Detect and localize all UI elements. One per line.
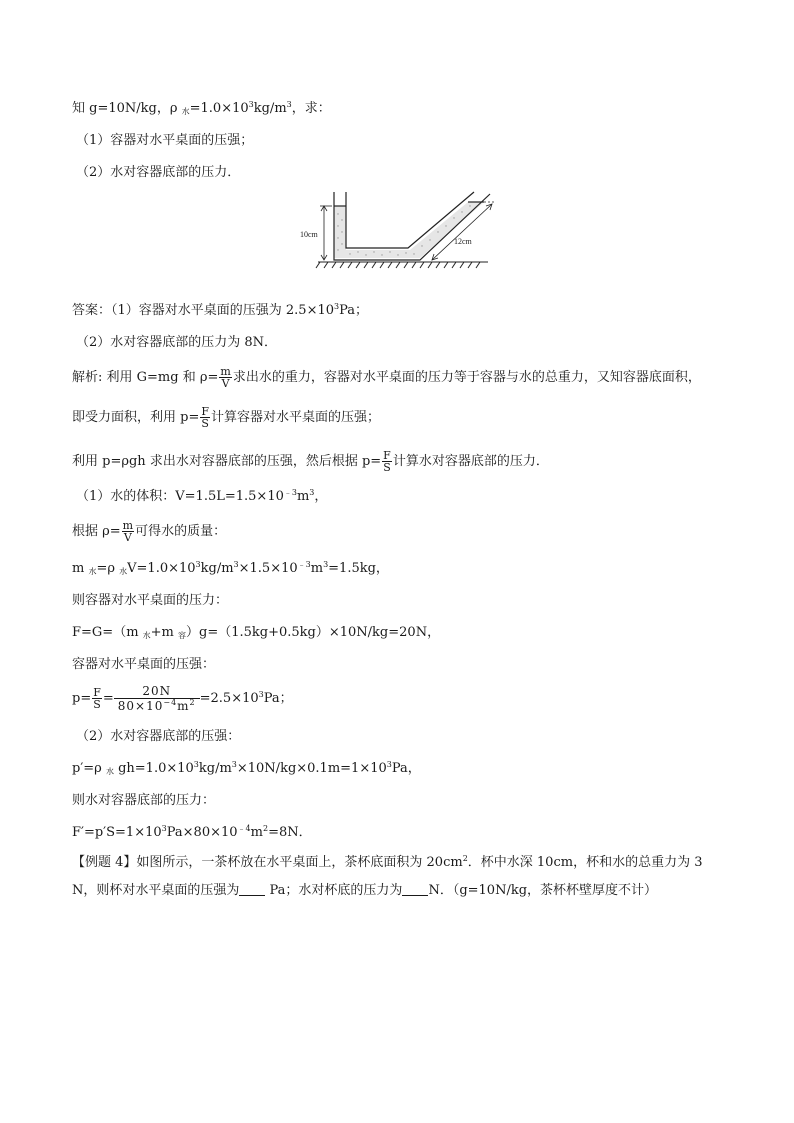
container-figure [298,188,502,288]
fraction-pressure-value: $\frac{20N}{80\times 10^{-4}m^2}$ [114,684,200,713]
question-2: （2）水对容器底部的压力． [76,165,241,180]
step-water-force-calc: $F'=p'S=1\times 10^3Pa\times 80\times 10^{﹣4}m^2=8N$． [72,824,312,840]
example-4-line-2: N，则杯对水平桌面的压强为 Pa；水对杯底的压力为 N．（g=10N/kg，茶杯杯壁厚度不计） [72,883,658,898]
analysis-line-2: 即受力面积，利用 p= $\frac{F}{S}$ 计算容器对水平桌面的压强； [72,405,381,430]
fraction-f-over-s: $\frac{F}{S}$ [201,405,209,430]
step-force-calc: F=G=（m $_水$+m $_容$）g=（1.5kg+0.5kg）×10N/kg=20N， [72,625,441,640]
question-1: （1）容器对水平桌面的压强； [76,133,254,148]
analysis-line-3: 利用 p=ρgh 求出水对容器底部的压强，然后根据 p= $\frac{F}{S}$ 计算水对容器底部的压力． [72,449,549,474]
answer-blank-pressure[interactable] [239,883,265,896]
answer-1: 答案：（1）容器对水平桌面的压强为 $2.5\times 10^3Pa$； [72,302,369,318]
step-mass-calc: m $_水$=ρ $_水V=1.0\times 10^3kg/m^3\times 1.5\times 10^{﹣3}m^3=1.5kg$， [72,560,389,576]
fraction-m-over-v: $\frac{m}{V}$ [122,519,134,544]
fraction-m-over-v: $\frac{m}{V}$ [220,365,231,390]
step-force-intro: 则容器对水平桌面的压力： [72,593,229,608]
water-fill [334,202,484,258]
answer-2: （2）水对容器底部的压力为 8N． [76,335,278,350]
height-label: 10cm [300,230,318,239]
analysis-line-1: 解析: 利用 G=mg 和 ρ= $\frac{m}{V}$ 求出水的重力，容器对水平桌面的压力等于容器与水的总重力，又知容器底面积， [72,365,701,390]
table-surface [316,262,488,268]
given-line: 知 g=10N/kg，ρ $_水=1.0\times 10^3kg/m^3$，求： [72,100,331,116]
step-pressure-intro: 容器对水平桌面的压强： [72,657,216,672]
fraction-f-over-s: $\frac{F}{S}$ [93,686,101,711]
length-label: 12cm [454,237,472,246]
fraction-f-over-s: $\frac{F}{S}$ [383,449,391,474]
step-water-pressure-intro: （2）水对容器底部的压强： [76,729,241,744]
step-water-pressure-calc: p′=ρ $_水$ $gh=1.0\times 10^3kg/m^3\times 10N/kg\times 0.1m=1\times 10^3Pa$， [72,760,421,776]
step-water-volume: （1）水的体积：$V=1.5L=1.5\times 10^{﹣3}m^3$， [76,488,328,504]
example-4-line-1: 【例题 4】如图所示，一茶杯放在水平桌面上，茶杯底面积为 $20cm^2$．杯中水深 10cm，杯和水的总重力为 3 [72,854,703,870]
step-water-force-intro: 则水对容器底部的压力： [72,793,216,808]
step-pressure-calc: p= $\frac{F}{S}$ = $\frac{20N}{80\times 10^{-4}m^2}$ $=2.5\times 10^3Pa$； [72,684,293,713]
height-dimension [320,206,332,260]
step-mass-intro: 根据 ρ= $\frac{m}{V}$ 可得水的质量： [72,519,227,544]
answer-blank-force[interactable] [402,883,428,896]
